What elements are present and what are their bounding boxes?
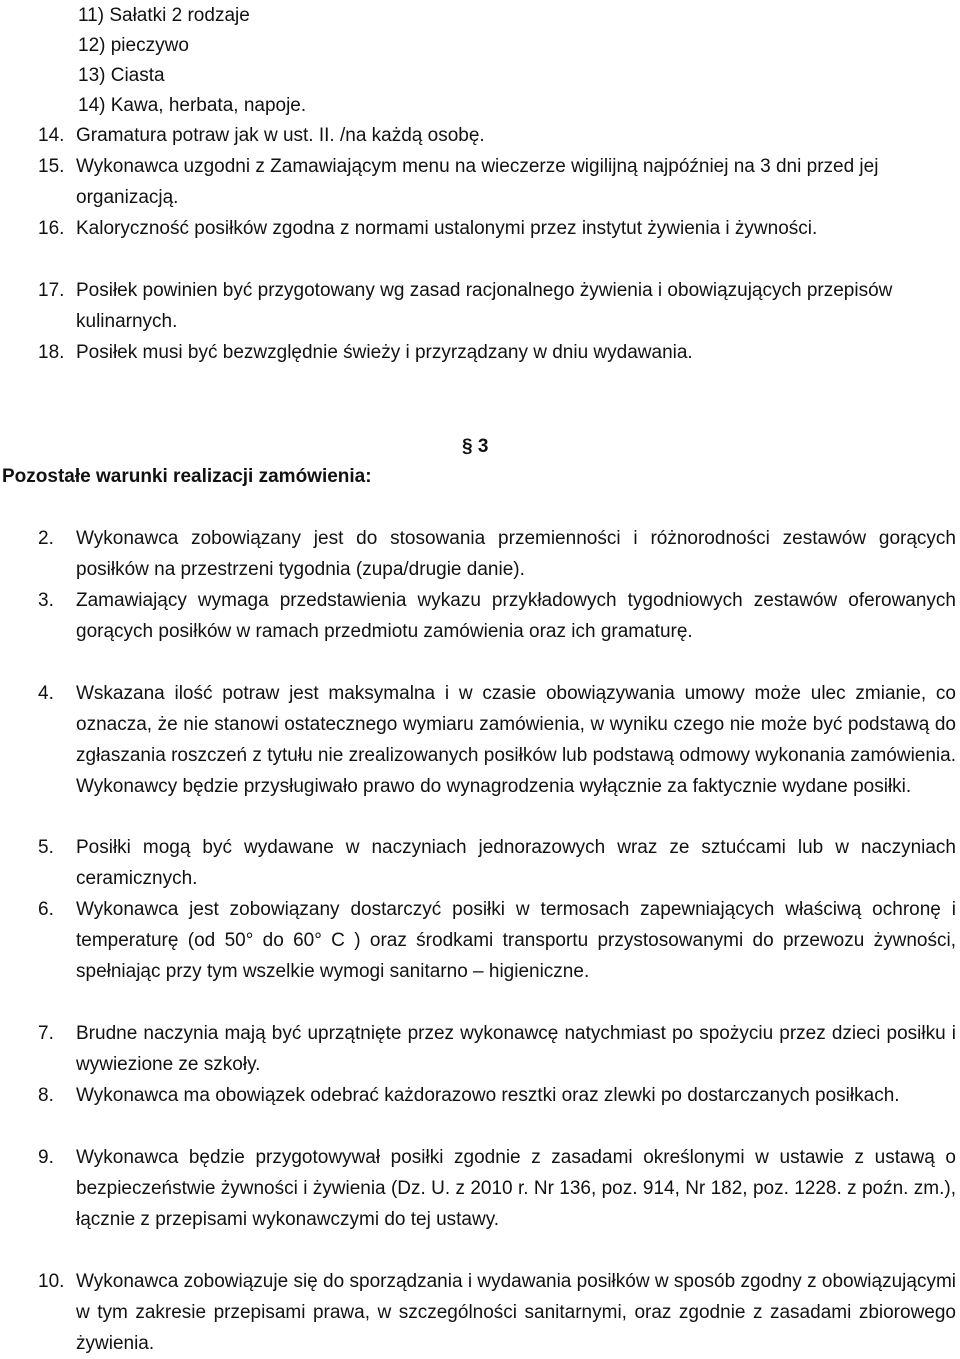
item-number: 4. bbox=[38, 683, 54, 704]
item-number: 5. bbox=[38, 837, 54, 858]
item-number: 15. bbox=[38, 156, 65, 177]
list-item-9 bbox=[38, 1142, 956, 1235]
item-number: 17. bbox=[38, 280, 65, 301]
list-item-18 bbox=[38, 337, 956, 368]
list-item-sub-12: 12) pieczywo bbox=[78, 35, 189, 56]
list-item-8 bbox=[38, 1080, 956, 1111]
item-number: 16. bbox=[38, 218, 65, 239]
list-item-10 bbox=[38, 1266, 956, 1359]
item-text: Wykonawca zobowiązany jest do stosowania przemienności i różnorodności zestawów gorących posiłków na przestrzeni tygodnia (zupa/drugie danie). bbox=[76, 528, 956, 580]
item-text: Gramatura potraw jak w ust. II. /na każdą osobę. bbox=[76, 125, 485, 146]
item-number: 9. bbox=[38, 1147, 54, 1168]
item-text: Wykonawca uzgodni z Zamawiającym menu na wieczerze wigilijną najpóźniej na 3 dni przed jej organizacją. bbox=[76, 156, 879, 208]
item-text: Brudne naczynia mają być uprzątnięte przez wykonawcę natychmiast po spożyciu przez dzieci posiłku i wywiezione ze szkoły. bbox=[76, 1023, 956, 1075]
list-item-16 bbox=[38, 213, 956, 244]
section-mark: § 3 bbox=[462, 436, 489, 457]
list-item-2 bbox=[38, 523, 956, 585]
item-text: Posiłek powinien być przygotowany wg zasad racjonalnego żywienia i obowiązujących przepisów kulinarnych. bbox=[76, 280, 893, 332]
item-number: 6. bbox=[38, 899, 54, 920]
list-item-sub-11: 11) Sałatki 2 rodzaje bbox=[78, 5, 250, 26]
list-item-sub-14: 14) Kawa, herbata, napoje. bbox=[78, 95, 307, 116]
item-text: Wykonawca ma obowiązek odebrać każdorazowo resztki oraz zlewki po dostarczanych posiłkach. bbox=[76, 1085, 900, 1106]
item-number: 2. bbox=[38, 528, 54, 549]
item-text: Kaloryczność posiłków zgodna z normami ustalonymi przez instytut żywienia i żywności. bbox=[76, 218, 818, 239]
list-item-5 bbox=[38, 832, 956, 894]
item-text: Zamawiający wymaga przedstawienia wykazu przykładowych tygodniowych zestawów oferowanych gorących posiłków w ramach przedmiotu zamówienia oraz ich gramaturę. bbox=[76, 590, 956, 642]
item-text: Posiłek musi być bezwzględnie świeży i przyrządzany w dniu wydawania. bbox=[76, 342, 693, 363]
list-item-14 bbox=[38, 120, 956, 151]
item-number: 18. bbox=[38, 342, 65, 363]
section-heading: Pozostałe warunki realizacji zamówienia: bbox=[2, 466, 372, 487]
item-text: Wykonawca będzie przygotowywał posiłki zgodnie z zasadami określonymi w ustawie z ustawą o bezpieczeństwie żywności i żywienia (Dz. U. z 2010 r. Nr 136, poz. 914, Nr 182, poz. 1228. z poźn. zm.), łącznie z przepisami wykonawczymi do tej ustawy. bbox=[76, 1147, 956, 1230]
list-item-17 bbox=[38, 275, 956, 337]
item-number: 3. bbox=[38, 590, 54, 611]
list-item-3 bbox=[38, 585, 956, 647]
item-number: 7. bbox=[38, 1023, 54, 1044]
item-number: 10. bbox=[38, 1271, 65, 1292]
item-number: 8. bbox=[38, 1085, 54, 1106]
item-text: Wykonawca zobowiązuje się do sporządzania i wydawania posiłków w sposób zgodny z obowiązującymi w tym zakresie przepisami prawa, w szczególności sanitarnymi, oraz zgodnie z zasadami zbiorowego żywienia. bbox=[76, 1271, 956, 1354]
list-item-7 bbox=[38, 1018, 956, 1080]
item-text: Posiłki mogą być wydawane w naczyniach jednorazowych wraz ze sztućcami lub w naczyniach ceramicznych. bbox=[76, 837, 956, 889]
list-item-15 bbox=[38, 151, 956, 213]
list-item-sub-13: 13) Ciasta bbox=[78, 65, 165, 86]
list-item-4 bbox=[38, 678, 956, 802]
item-number: 14. bbox=[38, 125, 65, 146]
list-item-6 bbox=[38, 894, 956, 987]
item-text: Wykonawca jest zobowiązany dostarczyć posiłki w termosach zapewniających właściwą ochronę i temperaturę (od 50° do 60° C ) oraz środkami transportu przystosowanymi do przewozu żywności, spełniając przy tym wszelkie wymogi sanitarno – higieniczne. bbox=[76, 899, 956, 982]
item-text: Wskazana ilość potraw jest maksymalna i w czasie obowiązywania umowy może ulec zmianie, co oznacza, że nie stanowi ostatecznego wymiaru zamówienia, w wyniku czego nie może być podstawą do zgłaszania roszczeń z tytułu nie zrealizowanych posiłków lub podstawą odmowy wykonania zamówienia. Wykonawcy będzie przysługiwało prawo do wynagrodzenia wyłącznie za faktycznie wydane posiłki. bbox=[76, 683, 956, 797]
